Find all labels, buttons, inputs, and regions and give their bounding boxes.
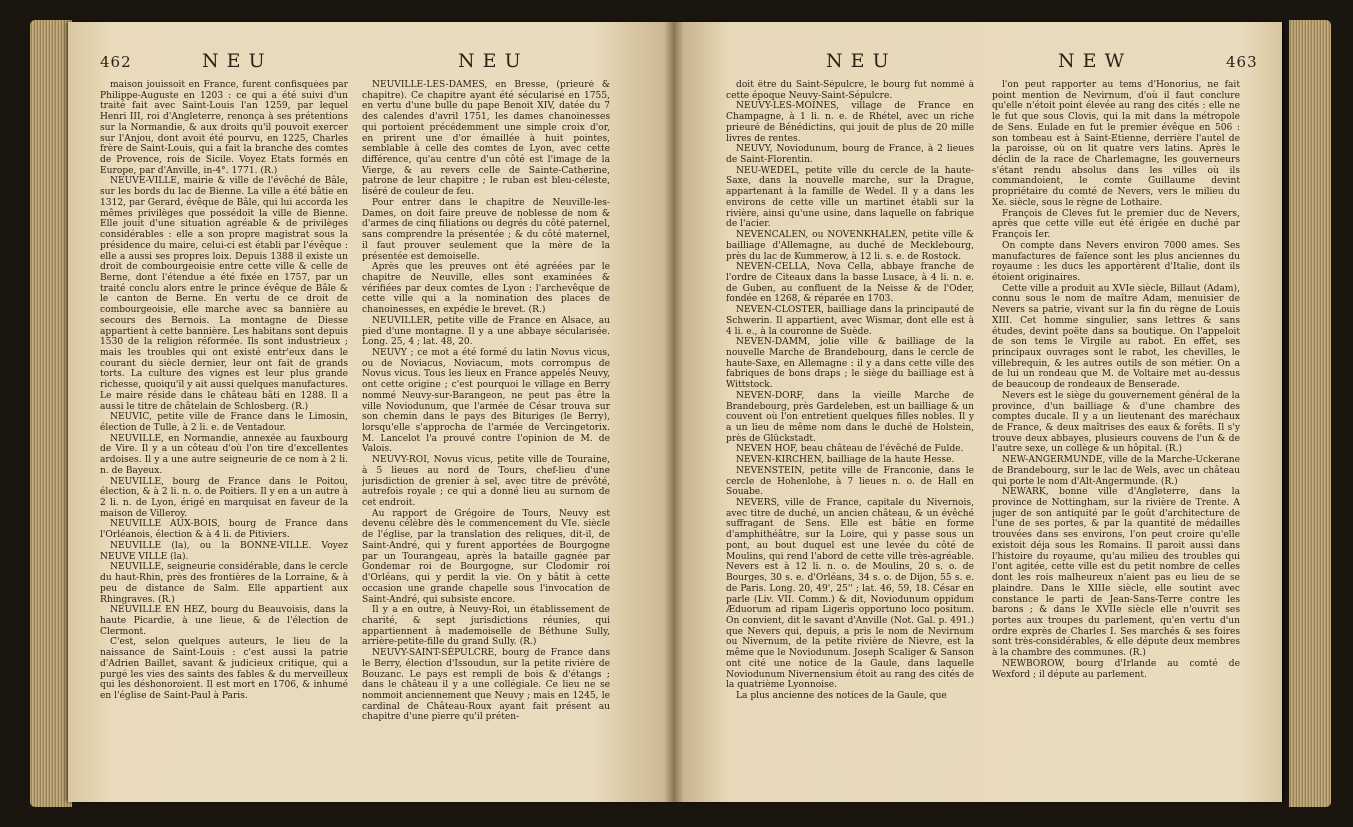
left-running-head <box>68 50 674 72</box>
entry-paragraph: NEUVILLE EN HEZ, bourg du Beauvoisis, dans la haute Picardie, à une lieue, & de l'élection de Clermont. <box>100 605 348 637</box>
entry-paragraph: NEUVIC, petite ville de France dans le Limosin, élection de Tulle, à 2 li. e. de Ventadour. <box>100 412 348 433</box>
entry-paragraph: NEUVE-VILLE, mairie & ville de l'évêché de Bâle, sur les bords du lac de Bienne. La ville a été bâtie en 1312, par Gerard, évêque de Bâle, qui lui accorda les mêmes privilèges que possédoit la ville de Bienne. Elle jouit d'une situation agréable & de privilèges considérables : elle a son propre magistrat sous la présidence du maire, celui-ci est établi par l'évêque : elle a aussi ses propres loix. Depuis 1388 il existe un droit de combourgeoisie entre cette ville & celle de Berne, dont l'étendue a été fixée en 1757, par un traité conclu alors entre le prince évêque de Bâle & le canton de Berne. En vertu de ce droit de combourgeoisie, elle marche avec sa bannière au secours des Bernois. La montagne de Diesse appartient à cette bannière. Les habitans sont depuis 1530 de la religion réformée. Ils sont industrieux ; mais les troubles qui ont existé entr'eux dans le courant du siècle dernier, leur ont fait de grands torts. La culture des vignes est leur plus grande richesse, quoiqu'il y ait aussi quelques manufactures. Le maire réside dans le château bâti en 1288. Il a aussi le titre de châtelain de Schlosberg. (R.) <box>100 176 348 412</box>
right-header-left: N E U <box>826 50 890 72</box>
entry-paragraph: NEUVY-LES-MOINES, village de France en Champagne, à 1 li. n. e. de Rhétel, avec un riche prieuré de Bénédictins, qui jouit de plus de 20 mille livres de rentes. <box>726 101 974 144</box>
page-edges-left <box>30 20 72 807</box>
entry-paragraph: NEUVILLER, petite ville de France en Alsace, au pied d'une montagne. Il y a une abbaye sécularisée. Long. 25, 4 ; lat. 48, 20. <box>362 315 610 348</box>
right-running-head <box>674 50 1282 72</box>
entry-paragraph: NEUVILLE, seigneurie considérable, dans le cercle du haut-Rhin, près des frontières de la Lorraine, & à peu de distance de Salm. Elle appartient aux Rhingraves. (R.) <box>100 562 348 605</box>
entry-paragraph: C'est, selon quelques auteurs, le lieu de la naissance de Saint-Louis : c'est aussi la patrie d'Adrien Baillet, savant & judicieux critique, qui a purgé les vies des saints des fables & du merveilleux qui les déshonoroient. Il est mort en 1706, & inhumé en l'église de Saint-Paul à Paris. <box>100 637 348 701</box>
entry-paragraph: Il y a en outre, à Neuvy-Roi, un établissement de charité, & sept jurisdictions réunies, qui appartiennent à mademoiselle de Béthune Sully, arrière-petite-fille du grand Sully. (R.) <box>362 605 610 648</box>
right-folio: 463 <box>1226 53 1258 71</box>
entry-paragraph: Nevers est le siège du gouvernement général de la province, d'un bailliage & d'une chambre des comptes ducale. Il y a un lieutenant des maréchaux de France, & deux maîtrises des eaux & forêts. Il s'y trouve deux abbayes, plusieurs couvens de l'un & de l'autre sexe, un collège & un hôpital. (R.) <box>992 390 1240 455</box>
entry-paragraph: NEVENSTEIN, petite ville de Franconie, dans le cercle de Hohenlohe, à 7 lieues n. o. de Hall en Souabe. <box>726 465 974 498</box>
entry-paragraph: NEUVY-SAINT-SÉPULCRE, bourg de France dans le Berry, élection d'Issoudun, sur la petite rivière de Bouzanc. Le pays est rempli de bois & d'étangs ; dans le château il y a une collégiale. Ce lieu ne se nommoit anciennement que Neuvy ; mais en 1245, le cardinal de Château-Roux ayant fait présent au chapitre d'une pierre qu'il préten- <box>362 648 610 723</box>
entry-paragraph: NEVEN-CELLA, Nova Cella, abbaye franche de l'ordre de Citeaux dans la basse Lusace, à 4 li. n. e. de Guben, au confluent de la Neisse & de l'Oder, fondée en 1268, & réparée en 1703. <box>726 262 974 305</box>
entry-paragraph: NEUVILLE (la), ou la BONNE-VILLE. Voyez NEUVE VILLE (la). <box>100 540 348 562</box>
left-page <box>68 22 674 802</box>
book-gutter <box>664 22 684 802</box>
entry-paragraph: NEUVY ; ce mot a été formé du latin Novus vicus, ou de Noviacus, Noviacum, mots corrompus de Novus vicus. Tous les lieux en France appelés Neuvy, ont cette origine ; c'est pourquoi le village en Berry nommé Neuvy-sur-Barangeon, ne peut pas être la ville Noviodunum, que l'armée de César trouva sur son chemin dans le pays des Bituriges (le Berry), lorsqu'elle s'approcha de l'armée de Vercingetorix. M. Lancelot l'a prouvé contre l'opinion de M. de Valois. <box>362 347 610 455</box>
right-column-2 <box>992 80 1240 788</box>
entry-paragraph: Cette ville a produit au XVIe siècle, Billaut (Adam), connu sous le nom de maître Adam, menuisier de Nevers sa patrie, vivant sur la fin du règne de Louis XIII. Cet homme singulier, sans lettres & sans études, devint poëte dans sa boutique. On l'appeloit de son tems le Virgile au rabot. En effet, ses principaux ouvrages sont le rabot, les chevilles, le villebrequin, & les autres outils de son métier. On a de lui un rondeau que M. de Voltaire met au-dessus de beaucoup de rondeaux de Benserade. <box>992 283 1240 391</box>
entry-paragraph: NEU-WEDEL, petite ville du cercle de la haute-Saxe, dans la nouvelle marche, sur la Drague, appartenant à la famille de Wedel. Il y a dans les environs de cette ville un martinet établi sur la rivière, ainsi qu'une usine, dans laquelle on fabrique de l'acier. <box>726 165 974 230</box>
entry-paragraph: NEVEN-CLOSTER, bailliage dans la principauté de Schwerin. Il appartient, avec Wismar, dont elle est à 4 li. e., à la couronne de Suède. <box>726 305 974 337</box>
page-edges-right <box>1289 20 1331 807</box>
entry-paragraph: La plus ancienne des notices de la Gaule, que <box>736 690 947 701</box>
right-column-1 <box>726 80 974 788</box>
entry-paragraph: NEVEN-DAMM, jolie ville & bailliage de la nouvelle Marche de Brandebourg, dans le cercle de haute-Saxe, en Allemagne : il y a dans cette ville des fabriques de bons draps ; le siège du bailliage est à Wittstock. <box>726 337 974 391</box>
entry-paragraph: Après que les preuves ont été agréées par le chapitre de Neuville, elles sont examinées & vérifiées par deux comtes de Lyon : l'archevêque de cette ville qui a la nomination des places de chanoinesses, en expédie le brevet. (R.) <box>362 262 610 316</box>
entry-paragraph: NEUVILLE AUX-BOIS, bourg de France dans l'Orléanois, élection & à 4 li. de Pitiviers. <box>100 519 348 541</box>
left-folio: 462 <box>100 53 132 71</box>
entry-paragraph: NEVEN HOF, beau château de l'évêché de Fulde. <box>736 444 964 455</box>
right-header-right: N E W <box>1058 50 1126 72</box>
entry-paragraph: NEUVY-ROI, Novus vicus, petite ville de Touraine, à 5 lieues au nord de Tours, chef-lieu d'une jurisdiction de grenier à sel, avec titre de prévôté, autrefois royale ; ce qui a donné lieu au surnom de cet endroit. <box>362 455 610 509</box>
entry-paragraph: NEVENCALEN, ou NOVENKHALEN, petite ville & bailliage d'Allemagne, au duché de Mecklebourg, près du lac de Kummerow, à 12 li. s. e. de Rostock. <box>726 230 974 262</box>
left-column-2 <box>362 80 610 788</box>
entry-paragraph: On compte dans Nevers environ 7000 ames. Ses manufactures de faïence sont les plus anciennes du royaume : les ducs les apportèrent d'Italie, dont ils étoient originaires. <box>992 240 1240 283</box>
entry-paragraph: maison jouissoit en France, furent confisquées par Philippe-Auguste en 1203 : ce qui a été suivi d'un traité fait avec Saint-Louis l'an 1259, par lequel Henri III, roi d'Angleterre, renonça à ses prétentions sur la Normandie, & aux droits qu'il pouvoit exercer sur l'Anjou, dont avoit été pourvu, en 1225, Charles frère de Saint-Louis, qui a fait la branche des comtes de Provence, rois de Sicile. Voyez Etats formés en Europe, par d'Anville, in-4°. 1771. (R.) <box>100 80 348 176</box>
entry-paragraph: NEUVILLE, bourg de France dans le Poitou, élection, & à 2 li. n. o. de Poitiers. Il y en a un autre à 2 li. n. de Lyon, érigé en marquisat en faveur de la maison de Villeroy. <box>100 476 348 519</box>
entry-paragraph: NEVEN-KIRCHEN, bailliage de la haute Hesse. <box>736 455 955 466</box>
entry-paragraph: NEWBOROW, bourg d'Irlande au comté de Wexford ; il députe au parlement. <box>992 658 1240 680</box>
entry-paragraph: NEUVILLE-LES-DAMES, en Bresse, (prieuré & chapitre). Ce chapitre ayant été sécularisé en 1755, en vertu d'une bulle du pape Benoit XIV, datée du 7 des calendes d'avril 1751, les dames chanoinesses qui portoient précédemment une simple croix d'or, en prirent une d'or émaillée à huit pointes, semblable à celle des comtes de Lyon, avec cette différence, qu'au centre d'un côté est l'image de la Vierge, & au revers celle de Sainte-Catherine, patrone de leur chapitre ; le ruban est bleu-céleste, liséré de couleur de feu. <box>362 80 610 198</box>
right-page <box>674 22 1282 802</box>
entry-paragraph: NEUVILLE, en Normandie, annexée au fauxbourg de Vire. Il y a un côteau d'où l'on tire d'excellentes ardoises. Il y a une autre seigneurie de ce nom à 2 li. n. de Bayeux. <box>100 433 348 476</box>
left-header-right: N E U <box>458 50 522 72</box>
entry-paragraph: NEVEN-DORF, dans la vieille Marche de Brandebourg, près Gardeleben, est un bailliage & un couvent où l'on entretient quelques filles nobles. Il y a un lieu de même nom dans le duché de Holstein, près de Glückstadt. <box>726 390 974 444</box>
entry-paragraph: Au rapport de Grégoire de Tours, Neuvy est devenu célèbre dès le commencement du VIe. siècle de l'église, par la translation des reliques, dit-il, de Saint-André, qui y furent apportées de Bourgogne par un Tourangeau, après la bataille gagnée par Gondemar roi de Bourgogne, sur Clodomir roi d'Orléans, qui y perdit la vie. On y bâtit à cette occasion une grande chapelle sous l'invocation de Saint-André, qui subsiste encore. <box>362 508 610 605</box>
entry-paragraph: NEUVY, Noviodunum, bourg de France, à 2 lieues de Saint-Florentin. <box>726 144 974 166</box>
left-header-left: N E U <box>202 50 266 72</box>
entry-paragraph: NEVERS, ville de France, capitale du Nivernois, avec titre de duché, un ancien château, & un évêché suffragant de Sens. Elle est bâtie en forme d'amphithéâtre, sur la Loire, qui y passe sous un pont, au bout duquel est une levée du côté de Moulins, qui rend l'abord de cette ville très-agréable. Nevers est à 12 li. n. o. de Moulins, 20 s. o. de Bourges, 30 s. e. d'Orléans, 34 s. o. de Dijon, 55 s. e. de Paris. Long. 20, 49', 25'' ; lat. 46, 59, 18. César en parle (Liv. VII. Comm.) & dit, Noviodunum oppidum Æduorum ad ripam Ligeris opportuno loco positum. On convient, dit le savant d'Anville (Not. Gal. p. 491.) que Nevers qui, depuis, a pris le nom de Nevirnum ou Nivernum, de la petite rivière de Nievre, est la même que le Noviodunum. Joseph Scaliger & Sanson ont cité une notice de la Gaule, dans laquelle Noviodunum Nivernensium étoit au rang des cités de la quatrième Lyonnoise. <box>726 498 974 691</box>
entry-paragraph: François de Cleves fut le premier duc de Nevers, après que cette ville eut été érigée en duché par François Ier. <box>992 208 1240 241</box>
entry-paragraph: NEW-ANGERMUNDE, ville de la Marche-Uckerane de Brandebourg, sur le lac de Wels, avec un château qui porte le nom d'Alt-Angermunde. (R.) <box>992 455 1240 487</box>
entry-paragraph: NEWARK, bonne ville d'Angleterre, dans la province de Nottingham, sur la rivière de Trente. A juger de son antiquité par le goût d'architecture de l'une de ses portes, & par la quantité de médailles trouvées dans ses environs, l'on peut croire qu'elle existoit déja sous les Romains. Il paroit aussi dans l'histoire du royaume, qu'au milieu des troubles qui l'ont agitée, cette ville est du petit nombre de celles dont les rois malheureux n'aient pas eu lieu de se plaindre. Dans le XIIIe siècle, elle soutint avec constance le parti de Jean-Sans-Terre contre les barons ; & dans le XVIIe siècle elle n'ouvrit ses portes aux troupes du parlement, qu'en vertu d'un ordre exprès de Charles I. Ses marchés & ses foires sont très-considérables, & elle députe deux membres à la chambre des communes. (R.) <box>992 487 1240 659</box>
entry-paragraph: l'on peut rapporter au tems d'Honorius, ne fait point mention de Nevirnum, d'où il faut conclure qu'elle n'étoit point élevée au rang des cités : elle ne le fut que sous Clovis, qui la mit dans la métropole de Sens. Eulade en fut le premier évêque en 506 : son tombeau est à Saint-Etienne, derrière l'autel de la paroisse, où on lit quatre vers latins. Après le déclin de la race de Charlemagne, les gouverneurs s'étant rendu absolus dans les villes où ils commandoient, le comte Guillaume devint propriétaire du comté de Nevers, vers le milieu du Xe. siècle, sous le règne de Lothaire. <box>992 80 1240 208</box>
entry-paragraph: doit être du Saint-Sépulcre, le bourg fut nommé à cette époque Neuvy-Saint-Sépulcre. <box>726 80 974 101</box>
entry-paragraph: Pour entrer dans le chapitre de Neuville-les-Dames, on doit faire preuve de noblesse de nom & d'armes de cinq filiations ou degrés du côté paternel, sans comprendre la présentée ; & du côté maternel, il faut prouver seulement que la mère de la présentée est demoiselle. <box>362 197 610 262</box>
left-column-1 <box>100 80 348 788</box>
